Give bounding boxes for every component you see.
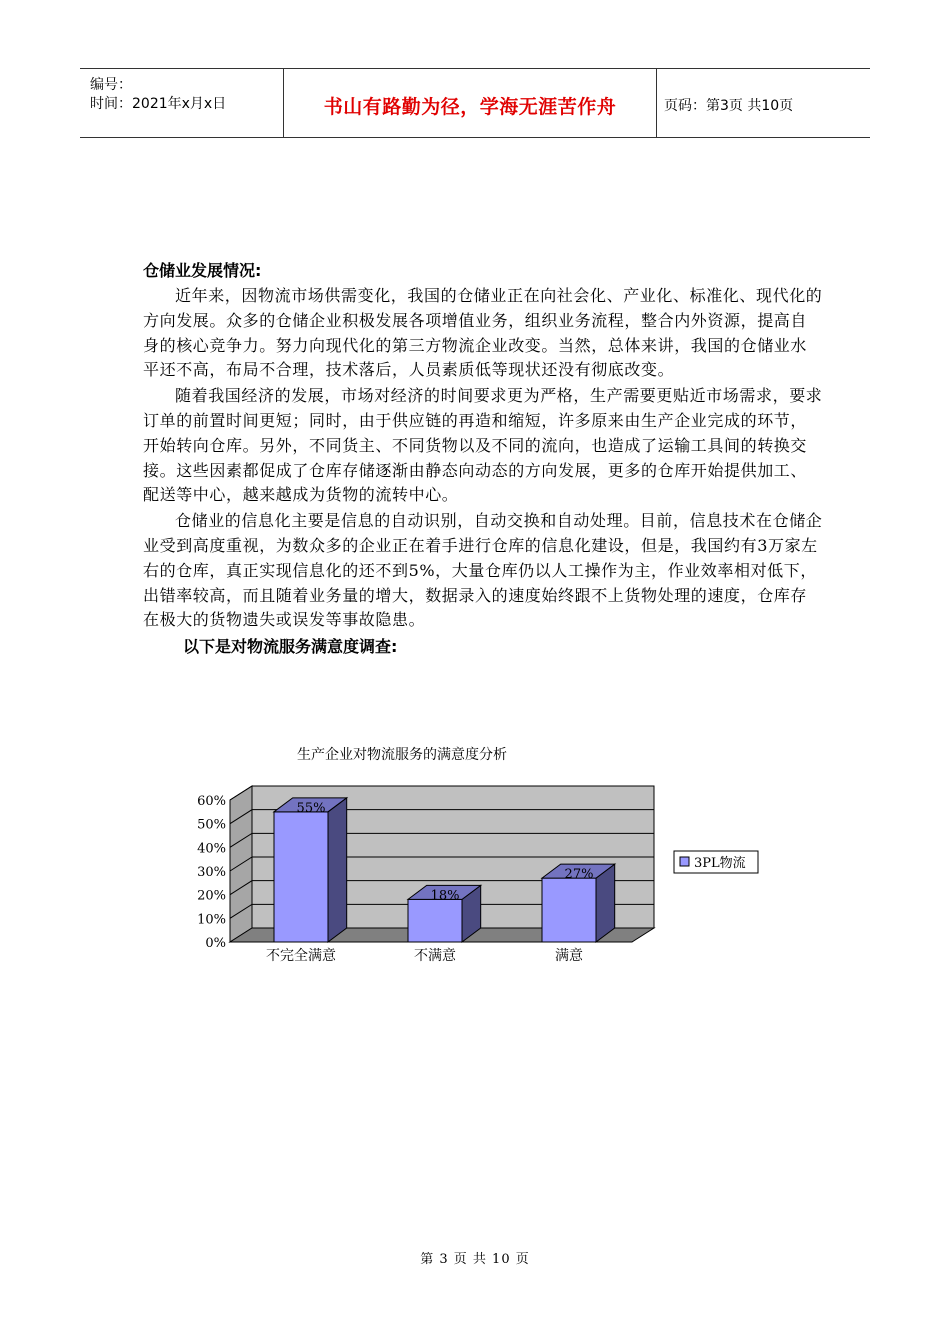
y-tick-label: 20% — [197, 888, 226, 904]
bar — [274, 812, 328, 942]
header-motto: 书山有路勤为径，学海无涯苦作舟 — [323, 96, 617, 118]
y-tick-label: 40% — [197, 841, 226, 857]
header-page-info: 页码：第3页 共10页 — [664, 98, 794, 114]
bar — [542, 878, 596, 942]
y-tick-label: 30% — [197, 865, 226, 880]
chart-svg — [190, 738, 770, 970]
paragraph-1: 近年来，因物流市场供需变化，我国的仓储业正在向社会化、产业化、标准化、现代化的方向发展。众多的仓储企业积极发展各项增值业务，组织业务流程，整合内外资源，提高自身的核心竞争力。努力向现代化的第三方物流企业改变。当然，总体来讲，我国的仓储业水平还不高，布局不合理，技术落后，人员素质低等现状还没有彻底改变。 — [143, 286, 823, 380]
legend-swatch — [680, 857, 689, 866]
y-tick-label: 0% — [205, 936, 226, 951]
x-tick-label: 满意 — [555, 948, 583, 964]
survey-title: 以下是对物流服务满意度调查: — [183, 637, 398, 657]
serial-label: 编号： — [90, 77, 132, 93]
chart-title: 生产企业对物流服务的满意度分析 — [297, 747, 507, 763]
y-tick-label: 10% — [197, 912, 226, 928]
page-footer: 第 3 页 共 10 页 — [420, 1252, 530, 1267]
data-label: 27% — [564, 867, 594, 883]
paragraph-3: 仓储业的信息化主要是信息的自动识别，自动交换和自动处理。目前，信息技术在仓储企业受到高度重视，为数众多的企业正在着手进行仓库的信息化建设，但是，我国约有3万家左右的仓库，真正实现信息化的还不到5%，大量仓库仍以人工操作为主，作业效率相对低下，出错率较高，而且随着业务量的增大，数据录入的速度始终跟不上货物处理的速度，仓库存在极大的货物遗失或误发等事故隐患。 — [143, 511, 823, 630]
y-tick-label: 50% — [197, 817, 226, 833]
bar — [408, 899, 462, 942]
data-label: 55% — [296, 800, 326, 816]
x-tick-label: 不满意 — [414, 948, 456, 964]
y-tick-label: 60% — [197, 794, 226, 809]
satisfaction-chart — [190, 738, 770, 970]
date-label: 时间：2021年x月x日 — [90, 96, 227, 112]
header-left-cell — [80, 69, 283, 137]
header-right-cell — [656, 69, 870, 137]
x-tick-label: 不完全满意 — [266, 948, 336, 964]
page-header — [80, 68, 870, 138]
document-body — [143, 258, 823, 660]
header-center-cell — [283, 69, 657, 137]
legend-label: 3PL物流 — [694, 856, 746, 871]
paragraph-2: 随着我国经济的发展，市场对经济的时间要求更为严格，生产需要更贴近市场需求，要求订单的前置时间更短；同时，由于供应链的再造和缩短，许多原来由生产企业完成的环节，开始转向仓库。另外，不同货主、不同货物以及不同的流向，也造成了运输工具间的转换交接。这些因素都促成了仓库存储逐渐由静态向动态的方向发展，更多的仓库开始提供加工、配送等中心，越来越成为货物的流转中心。 — [143, 386, 823, 505]
section-title: 仓储业发展情况: — [143, 261, 262, 280]
bar-side — [328, 798, 347, 942]
data-label: 18% — [430, 888, 460, 904]
